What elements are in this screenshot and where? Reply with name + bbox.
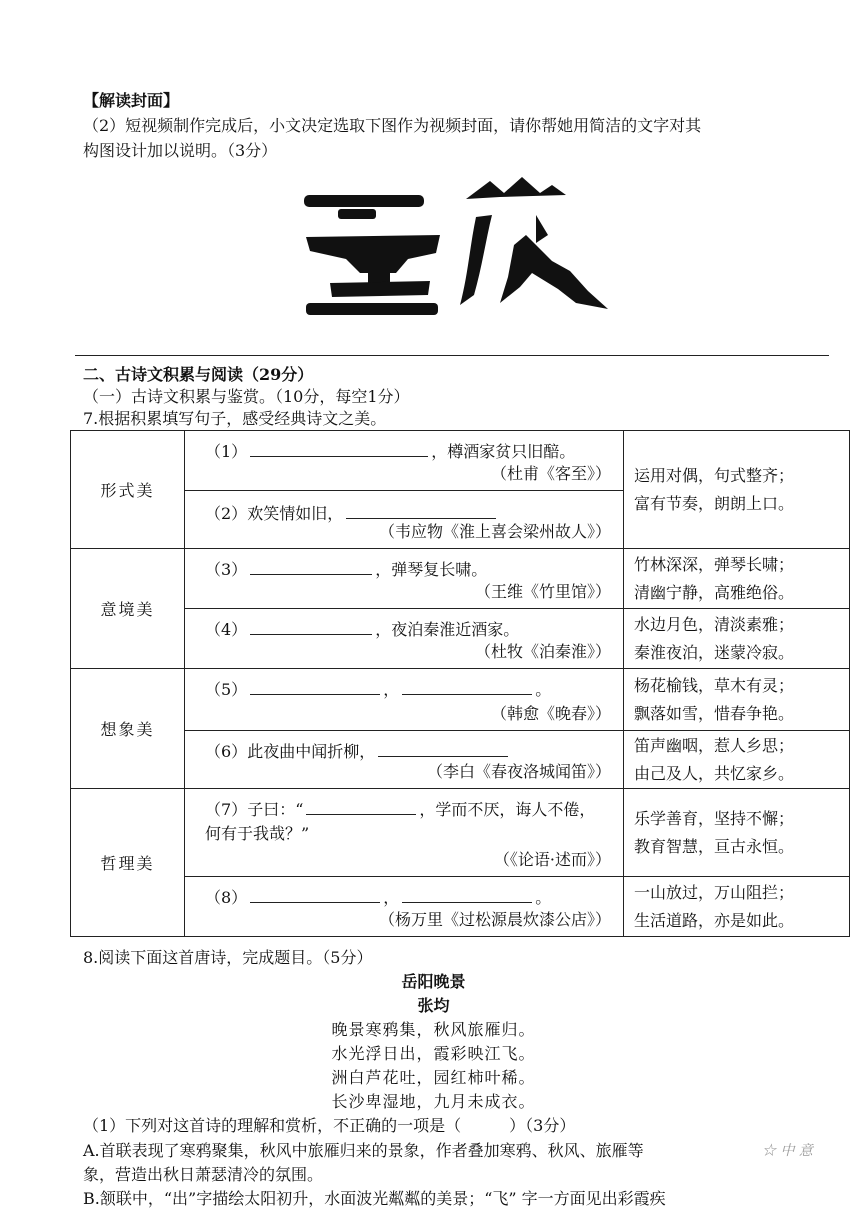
category-imagination: 想象美 bbox=[71, 669, 185, 789]
answer-blank[interactable] bbox=[250, 620, 372, 635]
question-2-line2: 构图设计加以说明。（3分） bbox=[83, 141, 278, 160]
question-7: 7.根据积累填写句子，感受经典诗文之美。 bbox=[83, 409, 387, 428]
category-mood: 意境美 bbox=[71, 549, 185, 669]
section2-sub1: （一）古诗文积累与鉴赏。（10分，每空1分） bbox=[83, 387, 410, 406]
desc-8: 一山放过，万山阻拦； 生活道路，亦是如此。 bbox=[624, 877, 850, 937]
poem-line: 洲白芦花吐，园红柿叶稀。 bbox=[331, 1068, 536, 1087]
item-6: （6）此夜曲中闻折柳， （李白《春夜洛城闻笛》） bbox=[185, 731, 624, 789]
answer-blank[interactable] bbox=[306, 800, 416, 815]
answer-blank[interactable] bbox=[378, 742, 508, 757]
item-7: （7）子曰：“ ，学而不厌，诲人不倦， 何有于我哉？” （《论语·述而》） bbox=[185, 789, 624, 877]
item-5: （5） ， 。 （韩愈《晚春》） bbox=[185, 669, 624, 731]
item-4: （4） ，夜泊秦淮近酒家。 （杜牧《泊秦淮》） bbox=[185, 609, 624, 669]
item-1: （1） ，樽酒家贫只旧醅。 （杜甫《客至》） bbox=[185, 431, 624, 491]
answer-blank[interactable] bbox=[402, 888, 532, 903]
option-a-line1: A.首联表现了寒鸦聚集，秋风中旅雁归来的景象，作者叠加寒鸦、秋风、旅雁等 bbox=[83, 1141, 644, 1160]
cover-heading: 【解读封面】 bbox=[83, 91, 180, 110]
category-form: 形式美 bbox=[71, 431, 185, 549]
poetry-fill-table bbox=[70, 430, 850, 937]
answer-blank[interactable] bbox=[346, 504, 496, 519]
option-a-line2: 象，营造出秋日萧瑟清冷的氛围。 bbox=[83, 1165, 324, 1184]
desc-5: 杨花榆钱，草木有灵； 飘落如雪，惜春争艳。 bbox=[624, 669, 850, 731]
poem-title: 岳阳晚景 bbox=[401, 972, 466, 991]
cover-calligraphy-image bbox=[300, 175, 620, 320]
question-8: 8.阅读下面这首唐诗，完成题目。（5分） bbox=[83, 948, 373, 967]
poem-author: 张均 bbox=[417, 996, 450, 1015]
section2-heading: 二、古诗文积累与阅读（29分） bbox=[83, 365, 314, 384]
desc-form: 运用对偶，句式整齐； 富有节奏，朗朗上口。 bbox=[624, 431, 850, 549]
item-8: （8） ， 。 （杨万里《过松源晨炊漆公店》） bbox=[185, 877, 624, 937]
poem-line: 水光浮日出，霞彩映江飞。 bbox=[331, 1044, 536, 1063]
poem-block bbox=[0, 970, 867, 1114]
section-divider bbox=[75, 355, 829, 356]
option-b-line1: B.颔联中，“出”字描绘太阳初升，水面波光粼粼的美景；“飞” 字一方面见出彩霞疾 bbox=[83, 1189, 666, 1208]
answer-blank[interactable] bbox=[250, 442, 428, 457]
answer-blank[interactable] bbox=[402, 680, 532, 695]
answer-blank[interactable] bbox=[250, 560, 372, 575]
desc-4: 水边月色，清淡素雅； 秦淮夜泊，迷蒙冷寂。 bbox=[624, 609, 850, 669]
item-2: （2）欢笑情如旧， （韦应物《淮上喜会梁州故人》） bbox=[185, 491, 624, 549]
answer-blank[interactable] bbox=[250, 680, 380, 695]
poem-line: 晚景寒鸦集，秋风旅雁归。 bbox=[331, 1020, 536, 1039]
desc-6: 笛声幽咽，惹人乡思； 由己及人，共忆家乡。 bbox=[624, 731, 850, 789]
poem-line: 长沙卑湿地，九月未成衣。 bbox=[331, 1092, 536, 1111]
desc-3: 竹林深深，弹琴长啸； 清幽宁静，高雅绝俗。 bbox=[624, 549, 850, 609]
item-3: （3） ，弹琴复长啸。 （王维《竹里馆》） bbox=[185, 549, 624, 609]
question-8-1: （1）下列对这首诗的理解和赏析，不正确的一项是（ ）（3分） bbox=[83, 1116, 576, 1135]
category-philosophy: 哲理美 bbox=[71, 789, 185, 937]
answer-blank[interactable] bbox=[250, 888, 380, 903]
question-2-line1: （2）短视频制作完成后，小文决定选取下图作为视频封面，请你帮她用简洁的文字对其 bbox=[83, 116, 702, 135]
watermark-stamp: ☆ 中 意 bbox=[762, 1143, 813, 1159]
desc-7: 乐学善育，坚持不懈； 教育智慧，亘古永恒。 bbox=[624, 789, 850, 877]
